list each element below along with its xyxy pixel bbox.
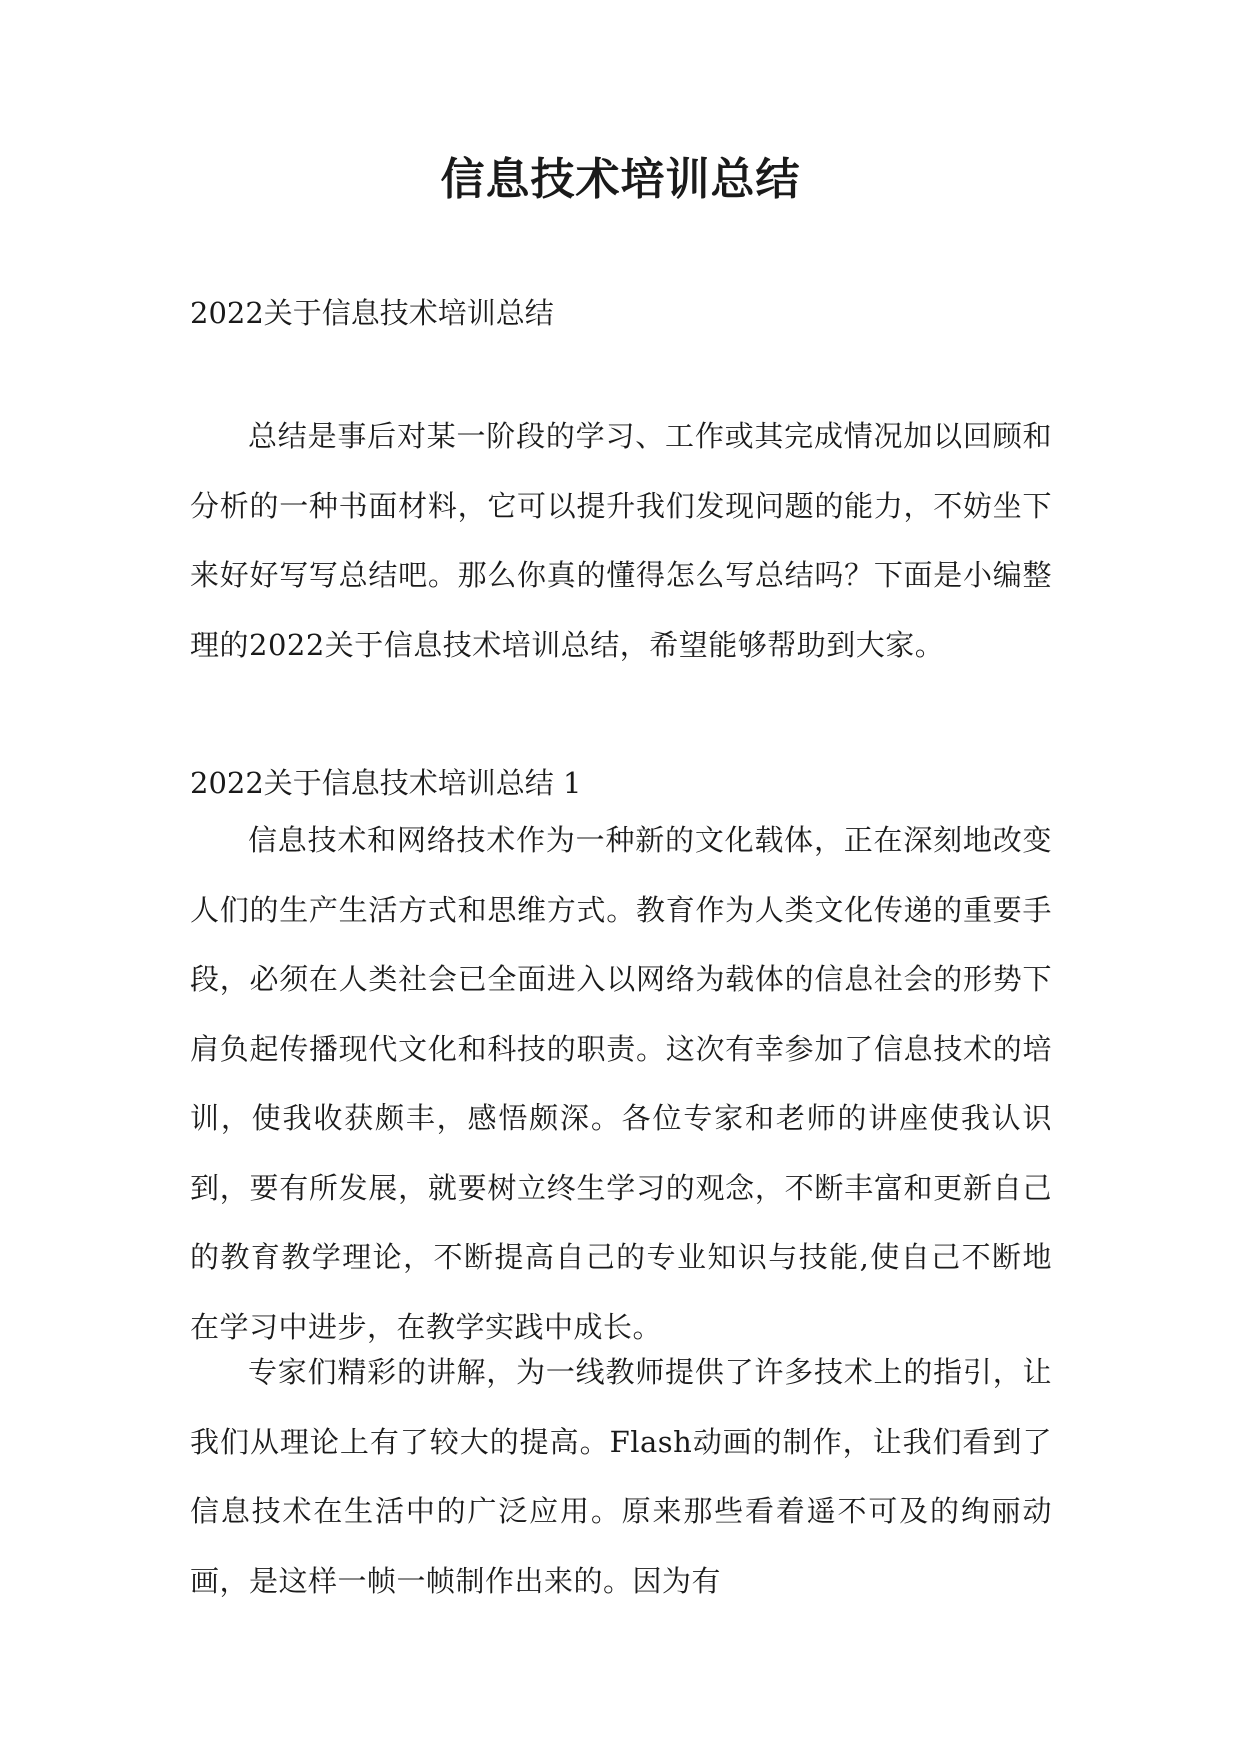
intro-paragraph: 总结是事后对某一阶段的学习、工作或其完成情况加以回顾和分析的一种书面材料，它可以提升我们发现问题的能力，不妨坐下来好好写写总结吧。那么你真的懂得怎么写总结吗？下面是小编整理的2022关于信息技术培训总结，希望能够帮助到大家。 <box>190 419 1052 662</box>
section-heading: 2022关于信息技术培训总结 1 <box>190 766 582 800</box>
document-subtitle: 2022关于信息技术培训总结 <box>190 296 554 330</box>
body-paragraph-1: 信息技术和网络技术作为一种新的文化载体，正在深刻地改变人们的生产生活方式和思维方式。教育作为人类文化传递的重要手段，必须在人类社会已全面进入以网络为载体的信息社会的形势下肩负起传播现代文化和科技的职责。这次有幸参加了信息技术的培训，使我收获颇丰，感悟颇深。各位专家和老师的讲座使我认识到，要有所发展，就要树立终生学习的观念，不断丰富和更新自己的教育教学理论，不断提高自己的专业知识与技能,使自己不断地在学习中进步，在教学实践中成长。 <box>190 823 1052 1344</box>
body-paragraph-2: 专家们精彩的讲解，为一线教师提供了许多技术上的指引，让我们从理论上有了较大的提高。Flash动画的制作，让我们看到了信息技术在生活中的广泛应用。原来那些看着遥不可及的绚丽动画，是这样一帧一帧制作出来的。因为有 <box>190 1355 1052 1598</box>
document-title: 信息技术培训总结 <box>440 154 801 205</box>
